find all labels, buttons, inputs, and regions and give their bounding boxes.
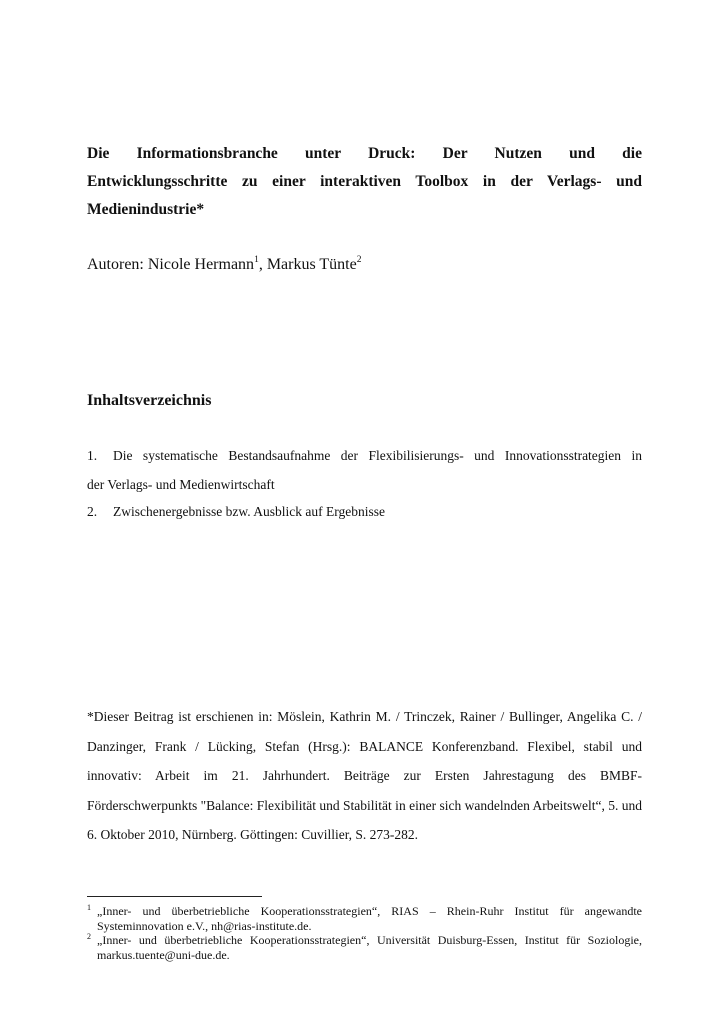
toc-item-line — [87, 441, 642, 470]
authors-prefix: Autoren: Nicole Hermann — [87, 256, 255, 273]
footnote-mark: 1 — [87, 903, 91, 912]
toc-heading: Inhaltsverzeichnis — [87, 392, 212, 409]
author2-footnote-ref: 2 — [356, 255, 362, 265]
footnote-line: „Inner- und überbetriebliche Kooperationsstrategien“, Universität Duisburg-Essen, Institut für Soziologie, — [97, 933, 642, 947]
toc-item — [87, 497, 642, 526]
toc-item-text-continued: der Verlags- und Medienwirtschaft — [87, 477, 275, 492]
document-page — [87, 0, 642, 1030]
publication-note-line: innovativ: Arbeit im 21. Jahrhundert. Beiträge zur Ersten Jahrestagung des BMBF- — [87, 768, 642, 783]
footnote-body — [97, 933, 642, 963]
title-line: Entwicklungsschritte zu einer interaktiven Toolbox in der Verlags- und — [87, 173, 642, 190]
title-line: Die Informationsbranche unter Druck: Der Nutzen und die — [87, 145, 642, 162]
publication-note-line: Förderschwerpunkts "Balance: Flexibilität und Stabilität in einer sich wandelnden Arbeitswelt“, 5. und — [87, 797, 642, 813]
footnote-line: Systeminnovation e.V., nh@rias-institute.de. — [97, 919, 312, 933]
footnote-line: „Inner- und überbetriebliche Kooperationsstrategien“, RIAS – Rhein-Ruhr Institut für angewandte — [97, 904, 642, 918]
title-line: Medienindustrie* — [87, 201, 205, 218]
footnote-mark: 2 — [87, 932, 91, 941]
footnote-line: markus.tuente@uni-due.de. — [97, 948, 230, 962]
publication-note-line: Danzinger, Frank / Lücking, Stefan (Hrsg.): BALANCE Konferenzband. Flexibel, stabil und — [87, 738, 642, 754]
toc-item-number: 1. — [87, 448, 98, 463]
publication-note-line: 6. Oktober 2010, Nürnberg. Göttingen: Cuvillier, S. 273-282. — [87, 827, 419, 842]
footnote — [87, 933, 642, 963]
publication-note-line: *Dieser Beitrag ist erschienen in: Möslein, Kathrin M. / Trinczek, Rainer / Bullinger, Angelika C. / — [87, 709, 642, 724]
toc-item-text: Zwischenergebnisse bzw. Ausblick auf Ergebnisse — [113, 504, 385, 519]
author1-footnote-ref: 1 — [254, 255, 259, 265]
footnote-body — [97, 904, 642, 934]
toc-item-text: Die systematische Bestandsaufnahme der Flexibilisierungs- und Innovationsstrategien in — [113, 448, 642, 463]
paper-title — [87, 140, 642, 224]
footnote — [87, 904, 642, 934]
authors-separator: , Markus Tünte — [258, 256, 357, 273]
author-line — [87, 254, 361, 276]
toc-item-number: 2. — [87, 504, 98, 519]
footnote-separator — [87, 896, 262, 897]
toc-item — [87, 441, 642, 499]
publication-note — [87, 702, 642, 850]
